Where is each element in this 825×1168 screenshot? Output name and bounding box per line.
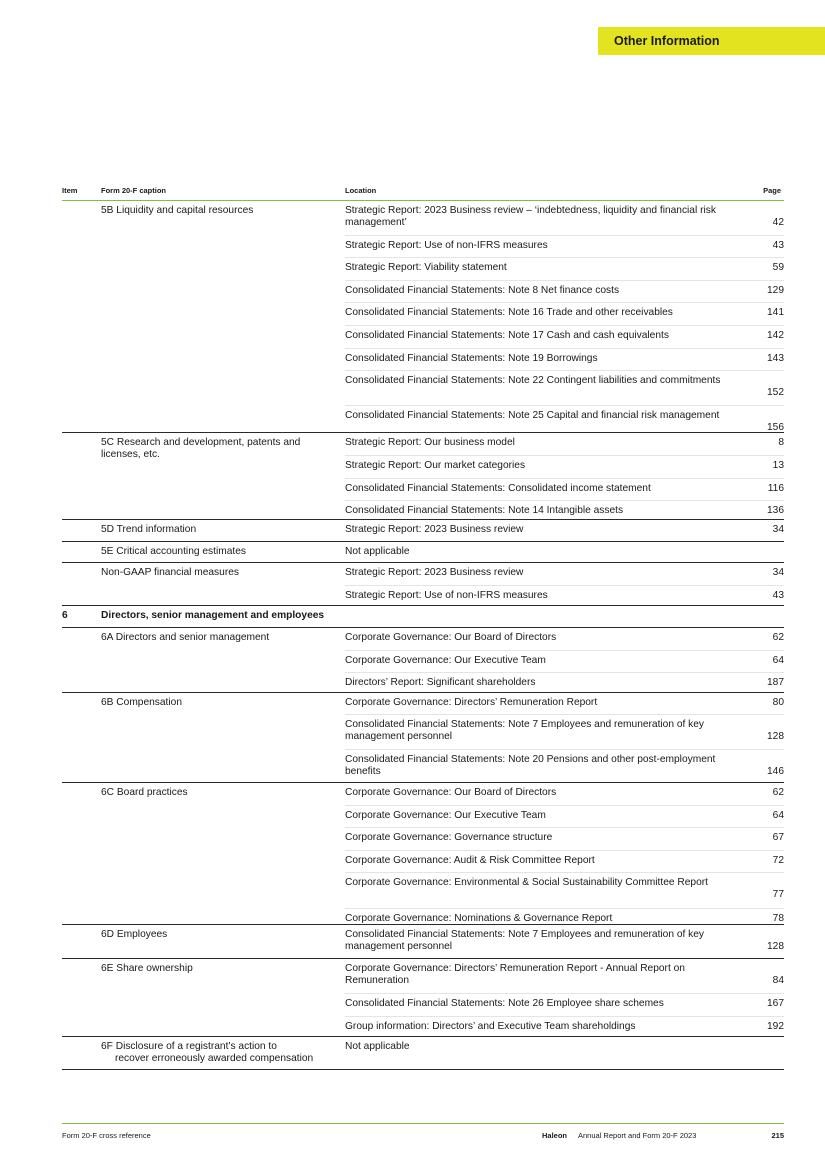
- location-text: Consolidated Financial Statements: Note 19 Borrowings: [345, 353, 598, 364]
- page-reference: 34: [772, 524, 784, 535]
- page-reference: 152: [767, 387, 784, 398]
- table-row: [62, 693, 784, 783]
- page-number: 215: [771, 1131, 784, 1140]
- form-caption-text: 5B Liquidity and capital resources: [101, 205, 254, 216]
- location-entry: [345, 1037, 784, 1070]
- form-caption: [101, 546, 341, 558]
- page-reference: 143: [767, 353, 784, 364]
- location-list: [345, 520, 784, 542]
- location-text: Strategic Report: Use of non-IFRS measures: [345, 240, 548, 251]
- location-entry: [345, 478, 784, 500]
- page-reference: 59: [772, 262, 784, 273]
- table-row: [62, 563, 784, 606]
- location-list: [345, 628, 784, 695]
- location-text: Strategic Report: Use of non-IFRS measures: [345, 590, 548, 601]
- location-list: [345, 959, 784, 1039]
- page-reference: 62: [772, 787, 784, 798]
- form-caption-text: 6E Share ownership: [101, 963, 193, 974]
- form-caption: [101, 697, 341, 709]
- table-header: [62, 186, 784, 201]
- page-reference: 141: [767, 307, 784, 318]
- page-reference: 128: [767, 941, 784, 952]
- location-text: Strategic Report: 2023 Business review: [345, 567, 524, 578]
- location-text: Group information: Directors’ and Executive Team shareholdings: [345, 1021, 636, 1032]
- location-entry: [345, 520, 784, 542]
- location-entry: [345, 959, 784, 993]
- location-entry: [345, 201, 784, 235]
- location-entry: [345, 1016, 784, 1039]
- header-page: Page: [763, 186, 781, 195]
- location-text: Strategic Report: 2023 Business review – ‘indebtedness, liquidity and financial risk management’: [345, 205, 716, 228]
- table-row: [62, 783, 784, 925]
- header-item: Item: [62, 186, 78, 195]
- location-text: Consolidated Financial Statements: Consolidated income statement: [345, 483, 651, 494]
- page-reference: 64: [772, 810, 784, 821]
- location-list: [345, 542, 784, 563]
- form-caption: [101, 632, 341, 644]
- location-entry: [345, 235, 784, 257]
- location-entry: [345, 433, 784, 455]
- page-reference: 128: [767, 731, 784, 742]
- form-caption: [101, 524, 341, 536]
- location-text: Consolidated Financial Statements: Note 22 Contingent liabilities and commitments: [345, 375, 721, 386]
- location-text: Consolidated Financial Statements: Note 8 Net finance costs: [345, 285, 620, 296]
- location-entry: [345, 827, 784, 850]
- table-row: [62, 628, 784, 693]
- form-caption-text: 6D Employees: [101, 929, 168, 940]
- location-text: Corporate Governance: Audit & Risk Committee Report: [345, 855, 595, 866]
- footer-brand: Haleon: [542, 1131, 568, 1140]
- location-text: Strategic Report: Viability statement: [345, 262, 507, 273]
- location-entry: [345, 749, 784, 785]
- page-reference: 142: [767, 330, 784, 341]
- form-caption-text: 6F Disclosure of a registrant’s action to: [101, 1041, 277, 1052]
- location-entry: [345, 370, 784, 405]
- location-text: Consolidated Financial Statements: Note 25 Capital and financial risk management: [345, 410, 720, 421]
- page-reference: 192: [767, 1021, 784, 1032]
- location-entry: [345, 455, 784, 478]
- form-caption-text: Non-GAAP financial measures: [101, 567, 239, 578]
- page-reference: 34: [772, 567, 784, 578]
- form-caption: [101, 929, 341, 941]
- table-row: [62, 201, 784, 433]
- location-entry: [345, 993, 784, 1016]
- form-caption: [101, 567, 341, 579]
- location-text: Not applicable: [345, 546, 410, 557]
- location-list: [345, 201, 784, 440]
- table-row: [62, 959, 784, 1037]
- form-caption-text: 5D Trend information: [101, 524, 197, 535]
- section-tag: Other Information: [598, 27, 825, 55]
- page-reference: 116: [767, 483, 784, 494]
- location-text: Strategic Report: Our market categories: [345, 460, 526, 471]
- section-heading-row: [62, 606, 784, 628]
- page-reference: 84: [772, 975, 784, 986]
- location-entry: [345, 585, 784, 607]
- page-reference: 43: [772, 240, 784, 251]
- location-text: Corporate Governance: Governance structure: [345, 832, 553, 843]
- location-text: Consolidated Financial Statements: Note 14 Intangible assets: [345, 505, 624, 516]
- footer-report-title: Annual Report and Form 20-F 2023: [578, 1131, 697, 1140]
- location-entry: [345, 693, 784, 714]
- page-reference: 43: [772, 590, 784, 601]
- page-reference: 78: [772, 913, 784, 924]
- page-reference: 62: [772, 632, 784, 643]
- location-text: Corporate Governance: Directors’ Remuneration Report - Annual Report on Remuneration: [345, 963, 685, 986]
- location-entry: [345, 257, 784, 280]
- location-text: Corporate Governance: Environmental & Social Sustainability Committee Report: [345, 877, 708, 888]
- form-caption: [101, 1041, 341, 1065]
- table-row: [62, 925, 784, 959]
- page-reference: 187: [767, 677, 784, 688]
- location-text: Strategic Report: Our business model: [345, 437, 515, 448]
- page-reference: 146: [767, 766, 784, 777]
- location-text: Corporate Governance: Nominations & Governance Report: [345, 913, 613, 924]
- page-reference: 67: [772, 832, 784, 843]
- header-location: Location: [345, 186, 377, 195]
- item-number: 6: [62, 610, 68, 621]
- location-list: [345, 1037, 784, 1070]
- form-caption-text: 5C Research and development, patents and licenses, etc.: [101, 437, 301, 460]
- table-row: [62, 1037, 784, 1070]
- location-text: Not applicable: [345, 1041, 410, 1052]
- form-caption-text: 6B Compensation: [101, 697, 182, 708]
- form-caption-text: Directors, senior management and employees: [101, 610, 325, 621]
- location-entry: [345, 714, 784, 749]
- table-row: [62, 542, 784, 563]
- location-entry: [345, 542, 784, 563]
- footer-section: Form 20-F cross reference: [62, 1131, 151, 1140]
- page-reference: 136: [767, 505, 784, 516]
- location-text: Consolidated Financial Statements: Note 7 Employees and remuneration of key management personnel: [345, 719, 705, 742]
- location-text: Consolidated Financial Statements: Note 16 Trade and other receivables: [345, 307, 673, 318]
- table-row: [62, 520, 784, 542]
- page-reference: 80: [772, 697, 784, 708]
- header-caption: Form 20-F caption: [101, 186, 167, 195]
- location-entry: [345, 325, 784, 348]
- location-list: [345, 925, 784, 959]
- form-caption-text: 5E Critical accounting estimates: [101, 546, 246, 557]
- location-entry: [345, 783, 784, 805]
- page-reference: 8: [778, 437, 784, 448]
- location-text: Consolidated Financial Statements: Note 17 Cash and cash equivalents: [345, 330, 669, 341]
- location-text: Corporate Governance: Our Executive Team: [345, 810, 546, 821]
- form-caption-text-continued: recover erroneously awarded compensation: [115, 1053, 314, 1064]
- form-caption: [101, 610, 501, 622]
- location-entry: [345, 872, 784, 908]
- table-row: [62, 433, 784, 520]
- location-entry: [345, 805, 784, 827]
- location-list: [345, 563, 784, 607]
- page-footer: [62, 1123, 784, 1142]
- location-list: [345, 783, 784, 930]
- location-entry: [345, 925, 784, 959]
- location-text: Corporate Governance: Our Executive Team: [345, 655, 546, 666]
- form-caption-text: 6A Directors and senior management: [101, 632, 270, 643]
- location-entry: [345, 563, 784, 585]
- form-caption: [101, 437, 341, 461]
- page-reference: 129: [767, 285, 784, 296]
- location-text: Corporate Governance: Directors’ Remuneration Report: [345, 697, 598, 708]
- page-reference: 13: [772, 460, 784, 471]
- location-text: Strategic Report: 2023 Business review: [345, 524, 524, 535]
- form-caption: [101, 205, 341, 217]
- location-text: Directors’ Report: Significant shareholders: [345, 677, 536, 688]
- location-text: Consolidated Financial Statements: Note 20 Pensions and other post-employment benefits: [345, 754, 716, 777]
- location-entry: [345, 280, 784, 302]
- form-caption: [101, 787, 341, 799]
- location-entry: [345, 348, 784, 370]
- location-entry: [345, 672, 784, 695]
- page-reference: 42: [772, 217, 784, 228]
- page-reference: 156: [767, 422, 784, 433]
- location-text: Corporate Governance: Our Board of Directors: [345, 787, 557, 798]
- form-caption: [101, 963, 341, 975]
- location-text: Consolidated Financial Statements: Note 7 Employees and remuneration of key management personnel: [345, 929, 705, 952]
- location-list: [345, 693, 784, 785]
- page-reference: 77: [772, 889, 784, 900]
- page-reference: 167: [767, 998, 784, 1009]
- location-entry: [345, 628, 784, 650]
- page-reference: 64: [772, 655, 784, 666]
- location-entry: [345, 650, 784, 672]
- location-list: [345, 433, 784, 523]
- location-text: Consolidated Financial Statements: Note 26 Employee share schemes: [345, 998, 664, 1009]
- location-text: Corporate Governance: Our Board of Directors: [345, 632, 557, 643]
- form-caption-text: 6C Board practices: [101, 787, 188, 798]
- location-entry: [345, 850, 784, 872]
- location-entry: [345, 302, 784, 325]
- page-reference: 72: [772, 855, 784, 866]
